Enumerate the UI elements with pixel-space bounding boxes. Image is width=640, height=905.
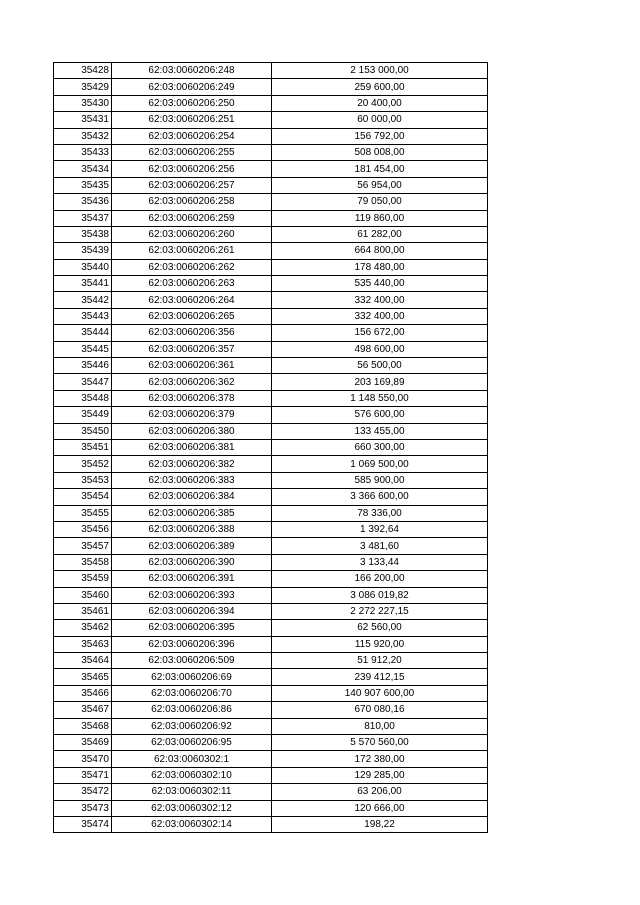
cadastral-number-cell: 62:03:0060206:357 bbox=[112, 341, 272, 357]
table-row bbox=[54, 226, 488, 242]
cadastral-number-cell: 62:03:0060206:258 bbox=[112, 194, 272, 210]
row-number-cell: 35434 bbox=[54, 161, 112, 177]
cadastral-value-cell: 1 069 500,00 bbox=[272, 456, 488, 472]
cadastral-number-cell: 62:03:0060206:257 bbox=[112, 177, 272, 193]
table-row bbox=[54, 374, 488, 390]
cadastral-number-cell: 62:03:0060206:263 bbox=[112, 276, 272, 292]
row-number-cell: 35451 bbox=[54, 439, 112, 455]
row-number-cell: 35445 bbox=[54, 341, 112, 357]
row-number-cell: 35432 bbox=[54, 128, 112, 144]
cadastral-number-cell: 62:03:0060206:260 bbox=[112, 226, 272, 242]
cadastral-number-cell: 62:03:0060302:14 bbox=[112, 816, 272, 832]
cadastral-number-cell: 62:03:0060302:11 bbox=[112, 784, 272, 800]
cadastral-value-cell: 576 600,00 bbox=[272, 407, 488, 423]
table-row bbox=[54, 79, 488, 95]
cadastral-value-cell: 5 570 560,00 bbox=[272, 735, 488, 751]
table-row bbox=[54, 800, 488, 816]
cadastral-value-cell: 664 800,00 bbox=[272, 243, 488, 259]
cadastral-number-cell: 62:03:0060206:262 bbox=[112, 259, 272, 275]
cadastral-value-cell: 332 400,00 bbox=[272, 292, 488, 308]
row-number-cell: 35433 bbox=[54, 144, 112, 160]
cadastral-value-cell: 61 282,00 bbox=[272, 226, 488, 242]
cadastral-number-cell: 62:03:0060206:254 bbox=[112, 128, 272, 144]
table-row bbox=[54, 587, 488, 603]
row-number-cell: 35456 bbox=[54, 521, 112, 537]
cadastral-value-cell: 156 792,00 bbox=[272, 128, 488, 144]
table-row bbox=[54, 685, 488, 701]
table-row bbox=[54, 95, 488, 111]
row-number-cell: 35431 bbox=[54, 112, 112, 128]
table-row bbox=[54, 358, 488, 374]
row-number-cell: 35444 bbox=[54, 325, 112, 341]
table-row bbox=[54, 571, 488, 587]
cadastral-number-cell: 62:03:0060206:395 bbox=[112, 620, 272, 636]
cadastral-value-cell: 3 133,44 bbox=[272, 554, 488, 570]
row-number-cell: 35450 bbox=[54, 423, 112, 439]
cadastral-number-cell: 62:03:0060206:250 bbox=[112, 95, 272, 111]
table-row bbox=[54, 144, 488, 160]
table-row bbox=[54, 636, 488, 652]
cadastral-value-cell: 198,22 bbox=[272, 816, 488, 832]
cadastral-value-cell: 1 148 550,00 bbox=[272, 390, 488, 406]
cadastral-number-cell: 62:03:0060206:384 bbox=[112, 489, 272, 505]
cadastral-number-cell: 62:03:0060206:388 bbox=[112, 521, 272, 537]
cadastral-number-cell: 62:03:0060206:264 bbox=[112, 292, 272, 308]
row-number-cell: 35463 bbox=[54, 636, 112, 652]
row-number-cell: 35448 bbox=[54, 390, 112, 406]
row-number-cell: 35465 bbox=[54, 669, 112, 685]
cadastral-value-cell: 51 912,20 bbox=[272, 653, 488, 669]
table-row bbox=[54, 276, 488, 292]
cadastral-number-cell: 62:03:0060206:256 bbox=[112, 161, 272, 177]
cadastral-number-cell: 62:03:0060206:70 bbox=[112, 685, 272, 701]
cadastral-value-cell: 535 440,00 bbox=[272, 276, 488, 292]
cadastral-value-cell: 63 206,00 bbox=[272, 784, 488, 800]
row-number-cell: 35440 bbox=[54, 259, 112, 275]
table-row bbox=[54, 292, 488, 308]
cadastral-value-cell: 56 500,00 bbox=[272, 358, 488, 374]
table-row bbox=[54, 177, 488, 193]
row-number-cell: 35428 bbox=[54, 63, 112, 79]
table-row bbox=[54, 653, 488, 669]
table-row bbox=[54, 259, 488, 275]
cadastral-number-cell: 62:03:0060302:10 bbox=[112, 767, 272, 783]
cadastral-value-cell: 332 400,00 bbox=[272, 308, 488, 324]
table-row bbox=[54, 423, 488, 439]
row-number-cell: 35468 bbox=[54, 718, 112, 734]
cadastral-number-cell: 62:03:0060206:251 bbox=[112, 112, 272, 128]
cadastral-value-cell: 660 300,00 bbox=[272, 439, 488, 455]
table-row bbox=[54, 308, 488, 324]
table-row bbox=[54, 538, 488, 554]
cadastral-number-cell: 62:03:0060206:380 bbox=[112, 423, 272, 439]
cadastral-value-cell: 203 169,89 bbox=[272, 374, 488, 390]
cadastral-value-cell: 2 272 227,15 bbox=[272, 603, 488, 619]
table-row bbox=[54, 702, 488, 718]
cadastral-number-cell: 62:03:0060302:1 bbox=[112, 751, 272, 767]
table-row bbox=[54, 816, 488, 832]
cadastral-value-cell: 178 480,00 bbox=[272, 259, 488, 275]
cadastral-value-cell: 120 666,00 bbox=[272, 800, 488, 816]
table-row bbox=[54, 194, 488, 210]
cadastral-number-cell: 62:03:0060206:381 bbox=[112, 439, 272, 455]
cadastral-number-cell: 62:03:0060206:255 bbox=[112, 144, 272, 160]
row-number-cell: 35460 bbox=[54, 587, 112, 603]
cadastral-number-cell: 62:03:0060206:393 bbox=[112, 587, 272, 603]
row-number-cell: 35462 bbox=[54, 620, 112, 636]
cadastral-number-cell: 62:03:0060206:361 bbox=[112, 358, 272, 374]
table-row bbox=[54, 767, 488, 783]
cadastral-value-cell: 810,00 bbox=[272, 718, 488, 734]
cadastral-value-cell: 56 954,00 bbox=[272, 177, 488, 193]
cadastral-number-cell: 62:03:0060206:95 bbox=[112, 735, 272, 751]
row-number-cell: 35437 bbox=[54, 210, 112, 226]
cadastral-value-cell: 2 153 000,00 bbox=[272, 63, 488, 79]
row-number-cell: 35470 bbox=[54, 751, 112, 767]
row-number-cell: 35474 bbox=[54, 816, 112, 832]
cadastral-number-cell: 62:03:0060206:390 bbox=[112, 554, 272, 570]
table-row bbox=[54, 456, 488, 472]
row-number-cell: 35435 bbox=[54, 177, 112, 193]
cadastral-value-cell: 259 600,00 bbox=[272, 79, 488, 95]
cadastral-value-cell: 119 860,00 bbox=[272, 210, 488, 226]
table-row bbox=[54, 210, 488, 226]
cadastral-number-cell: 62:03:0060206:394 bbox=[112, 603, 272, 619]
row-number-cell: 35458 bbox=[54, 554, 112, 570]
cadastral-number-cell: 62:03:0060206:92 bbox=[112, 718, 272, 734]
row-number-cell: 35429 bbox=[54, 79, 112, 95]
cadastral-number-cell: 62:03:0060206:391 bbox=[112, 571, 272, 587]
cadastral-number-cell: 62:03:0060206:383 bbox=[112, 472, 272, 488]
row-number-cell: 35464 bbox=[54, 653, 112, 669]
cadastral-number-cell: 62:03:0060206:362 bbox=[112, 374, 272, 390]
row-number-cell: 35457 bbox=[54, 538, 112, 554]
cadastral-value-cell: 172 380,00 bbox=[272, 751, 488, 767]
cadastral-value-table bbox=[53, 62, 488, 833]
cadastral-value-cell: 1 392,64 bbox=[272, 521, 488, 537]
cadastral-number-cell: 62:03:0060206:259 bbox=[112, 210, 272, 226]
table-row bbox=[54, 603, 488, 619]
row-number-cell: 35455 bbox=[54, 505, 112, 521]
table-row bbox=[54, 521, 488, 537]
cadastral-value-cell: 133 455,00 bbox=[272, 423, 488, 439]
cadastral-value-cell: 585 900,00 bbox=[272, 472, 488, 488]
cadastral-value-cell: 239 412,15 bbox=[272, 669, 488, 685]
table-row bbox=[54, 407, 488, 423]
table-row bbox=[54, 128, 488, 144]
cadastral-number-cell: 62:03:0060302:12 bbox=[112, 800, 272, 816]
cadastral-value-cell: 3 481,60 bbox=[272, 538, 488, 554]
cadastral-value-cell: 115 920,00 bbox=[272, 636, 488, 652]
row-number-cell: 35467 bbox=[54, 702, 112, 718]
table-row bbox=[54, 472, 488, 488]
cadastral-number-cell: 62:03:0060206:69 bbox=[112, 669, 272, 685]
row-number-cell: 35471 bbox=[54, 767, 112, 783]
row-number-cell: 35469 bbox=[54, 735, 112, 751]
cadastral-number-cell: 62:03:0060206:86 bbox=[112, 702, 272, 718]
cadastral-number-cell: 62:03:0060206:356 bbox=[112, 325, 272, 341]
cadastral-number-cell: 62:03:0060206:379 bbox=[112, 407, 272, 423]
table-row bbox=[54, 620, 488, 636]
row-number-cell: 35459 bbox=[54, 571, 112, 587]
row-number-cell: 35438 bbox=[54, 226, 112, 242]
cadastral-number-cell: 62:03:0060206:265 bbox=[112, 308, 272, 324]
cadastral-number-cell: 62:03:0060206:249 bbox=[112, 79, 272, 95]
table-row bbox=[54, 341, 488, 357]
row-number-cell: 35466 bbox=[54, 685, 112, 701]
cadastral-value-cell: 79 050,00 bbox=[272, 194, 488, 210]
row-number-cell: 35472 bbox=[54, 784, 112, 800]
table-row bbox=[54, 751, 488, 767]
table-row bbox=[54, 669, 488, 685]
row-number-cell: 35442 bbox=[54, 292, 112, 308]
table-row bbox=[54, 112, 488, 128]
row-number-cell: 35443 bbox=[54, 308, 112, 324]
table-row bbox=[54, 718, 488, 734]
table-body bbox=[54, 63, 488, 833]
cadastral-number-cell: 62:03:0060206:382 bbox=[112, 456, 272, 472]
cadastral-number-cell: 62:03:0060206:248 bbox=[112, 63, 272, 79]
row-number-cell: 35449 bbox=[54, 407, 112, 423]
table-row bbox=[54, 63, 488, 79]
row-number-cell: 35446 bbox=[54, 358, 112, 374]
cadastral-value-cell: 78 336,00 bbox=[272, 505, 488, 521]
row-number-cell: 35453 bbox=[54, 472, 112, 488]
cadastral-value-cell: 129 285,00 bbox=[272, 767, 488, 783]
table-row bbox=[54, 554, 488, 570]
table-row bbox=[54, 243, 488, 259]
cadastral-value-cell: 3 086 019,82 bbox=[272, 587, 488, 603]
cadastral-value-cell: 508 008,00 bbox=[272, 144, 488, 160]
cadastral-value-cell: 140 907 600,00 bbox=[272, 685, 488, 701]
cadastral-number-cell: 62:03:0060206:389 bbox=[112, 538, 272, 554]
row-number-cell: 35439 bbox=[54, 243, 112, 259]
row-number-cell: 35473 bbox=[54, 800, 112, 816]
table-row bbox=[54, 505, 488, 521]
table-row bbox=[54, 390, 488, 406]
cadastral-number-cell: 62:03:0060206:396 bbox=[112, 636, 272, 652]
table-row bbox=[54, 784, 488, 800]
cadastral-value-cell: 3 366 600,00 bbox=[272, 489, 488, 505]
cadastral-value-cell: 498 600,00 bbox=[272, 341, 488, 357]
table-row bbox=[54, 161, 488, 177]
row-number-cell: 35441 bbox=[54, 276, 112, 292]
cadastral-value-cell: 20 400,00 bbox=[272, 95, 488, 111]
row-number-cell: 35461 bbox=[54, 603, 112, 619]
table-row bbox=[54, 325, 488, 341]
row-number-cell: 35447 bbox=[54, 374, 112, 390]
row-number-cell: 35436 bbox=[54, 194, 112, 210]
table-row bbox=[54, 439, 488, 455]
cadastral-value-cell: 60 000,00 bbox=[272, 112, 488, 128]
row-number-cell: 35430 bbox=[54, 95, 112, 111]
cadastral-number-cell: 62:03:0060206:385 bbox=[112, 505, 272, 521]
row-number-cell: 35454 bbox=[54, 489, 112, 505]
cadastral-value-cell: 166 200,00 bbox=[272, 571, 488, 587]
cadastral-value-cell: 181 454,00 bbox=[272, 161, 488, 177]
table-row bbox=[54, 735, 488, 751]
cadastral-value-cell: 670 080,16 bbox=[272, 702, 488, 718]
cadastral-number-cell: 62:03:0060206:509 bbox=[112, 653, 272, 669]
cadastral-number-cell: 62:03:0060206:261 bbox=[112, 243, 272, 259]
cadastral-value-cell: 156 672,00 bbox=[272, 325, 488, 341]
cadastral-number-cell: 62:03:0060206:378 bbox=[112, 390, 272, 406]
row-number-cell: 35452 bbox=[54, 456, 112, 472]
cadastral-value-cell: 62 560,00 bbox=[272, 620, 488, 636]
table-row bbox=[54, 489, 488, 505]
